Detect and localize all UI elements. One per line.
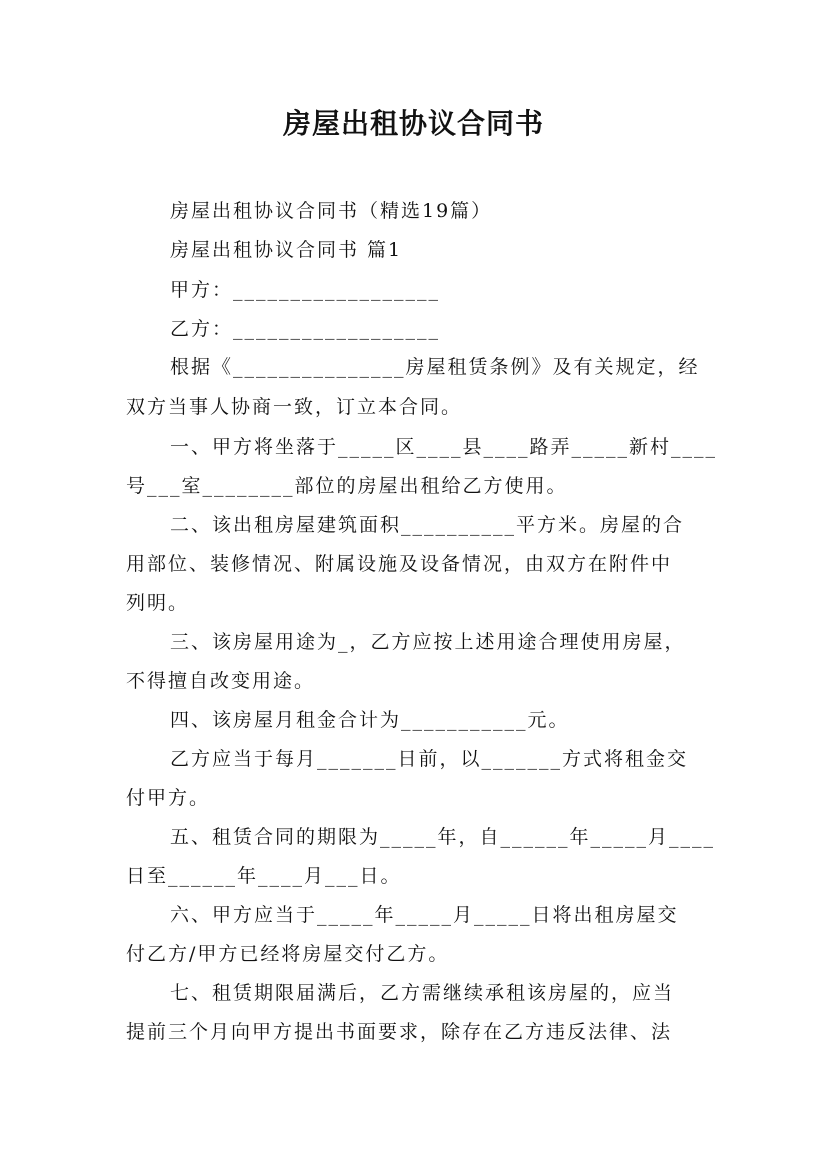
clause-2-line: 列明。 [126,592,190,614]
subtitle-line: 房屋出租协议合同书（精选19篇） [170,200,493,222]
clause-4-line: 乙方应当于每月_______日前，以_______方式将租金交 [170,748,689,770]
clause-4-line: 付甲方。 [126,787,211,809]
clause-7-line: 提前三个月向甲方提出书面要求，除存在乙方违反法律、法 [126,1021,673,1043]
paragraph-line: 双方当事人协商一致，订立本合同。 [126,396,463,418]
clause-3-line: 三、该房屋用途为_，乙方应按上述用途合理使用房屋， [170,631,686,653]
party-b-line: 乙方：__________________ [170,318,441,340]
clause-2-line: 用部位、装修情况、附属设施及设备情况，由双方在附件中 [126,553,673,575]
document-title: 房屋出租协议合同书 [282,107,544,140]
clause-6-line: 付乙方/甲方已经将房屋交付乙方。 [126,943,450,965]
party-a-line: 甲方：__________________ [170,279,441,301]
clause-7-line: 七、租赁期限届满后，乙方需继续承租该房屋的，应当 [170,982,675,1004]
section-heading: 房屋出租协议合同书 篇1 [170,239,403,261]
clause-5-line: 日至______年____月___日。 [126,865,402,887]
clause-1-line: 一、甲方将坐落于_____区____县____路弄_____新村____ [170,436,718,458]
clause-5-line: 五、租赁合同的期限为_____年，自______年_____月____ [170,826,716,848]
clause-6-line: 六、甲方应当于_____年_____月_____日将出租房屋交 [170,904,679,926]
clause-3-line: 不得擅自改变用途。 [126,670,316,692]
clause-1-line: 号___室________部位的房屋出租给乙方使用。 [126,475,568,497]
clause-2-line: 二、该出租房屋建筑面积__________平方米。房屋的合 [170,514,685,536]
clause-4-line: 四、该房屋月租金合计为___________元。 [170,709,570,731]
paragraph-line: 根据《_______________房屋租赁条例》及有关规定，经 [170,356,700,378]
